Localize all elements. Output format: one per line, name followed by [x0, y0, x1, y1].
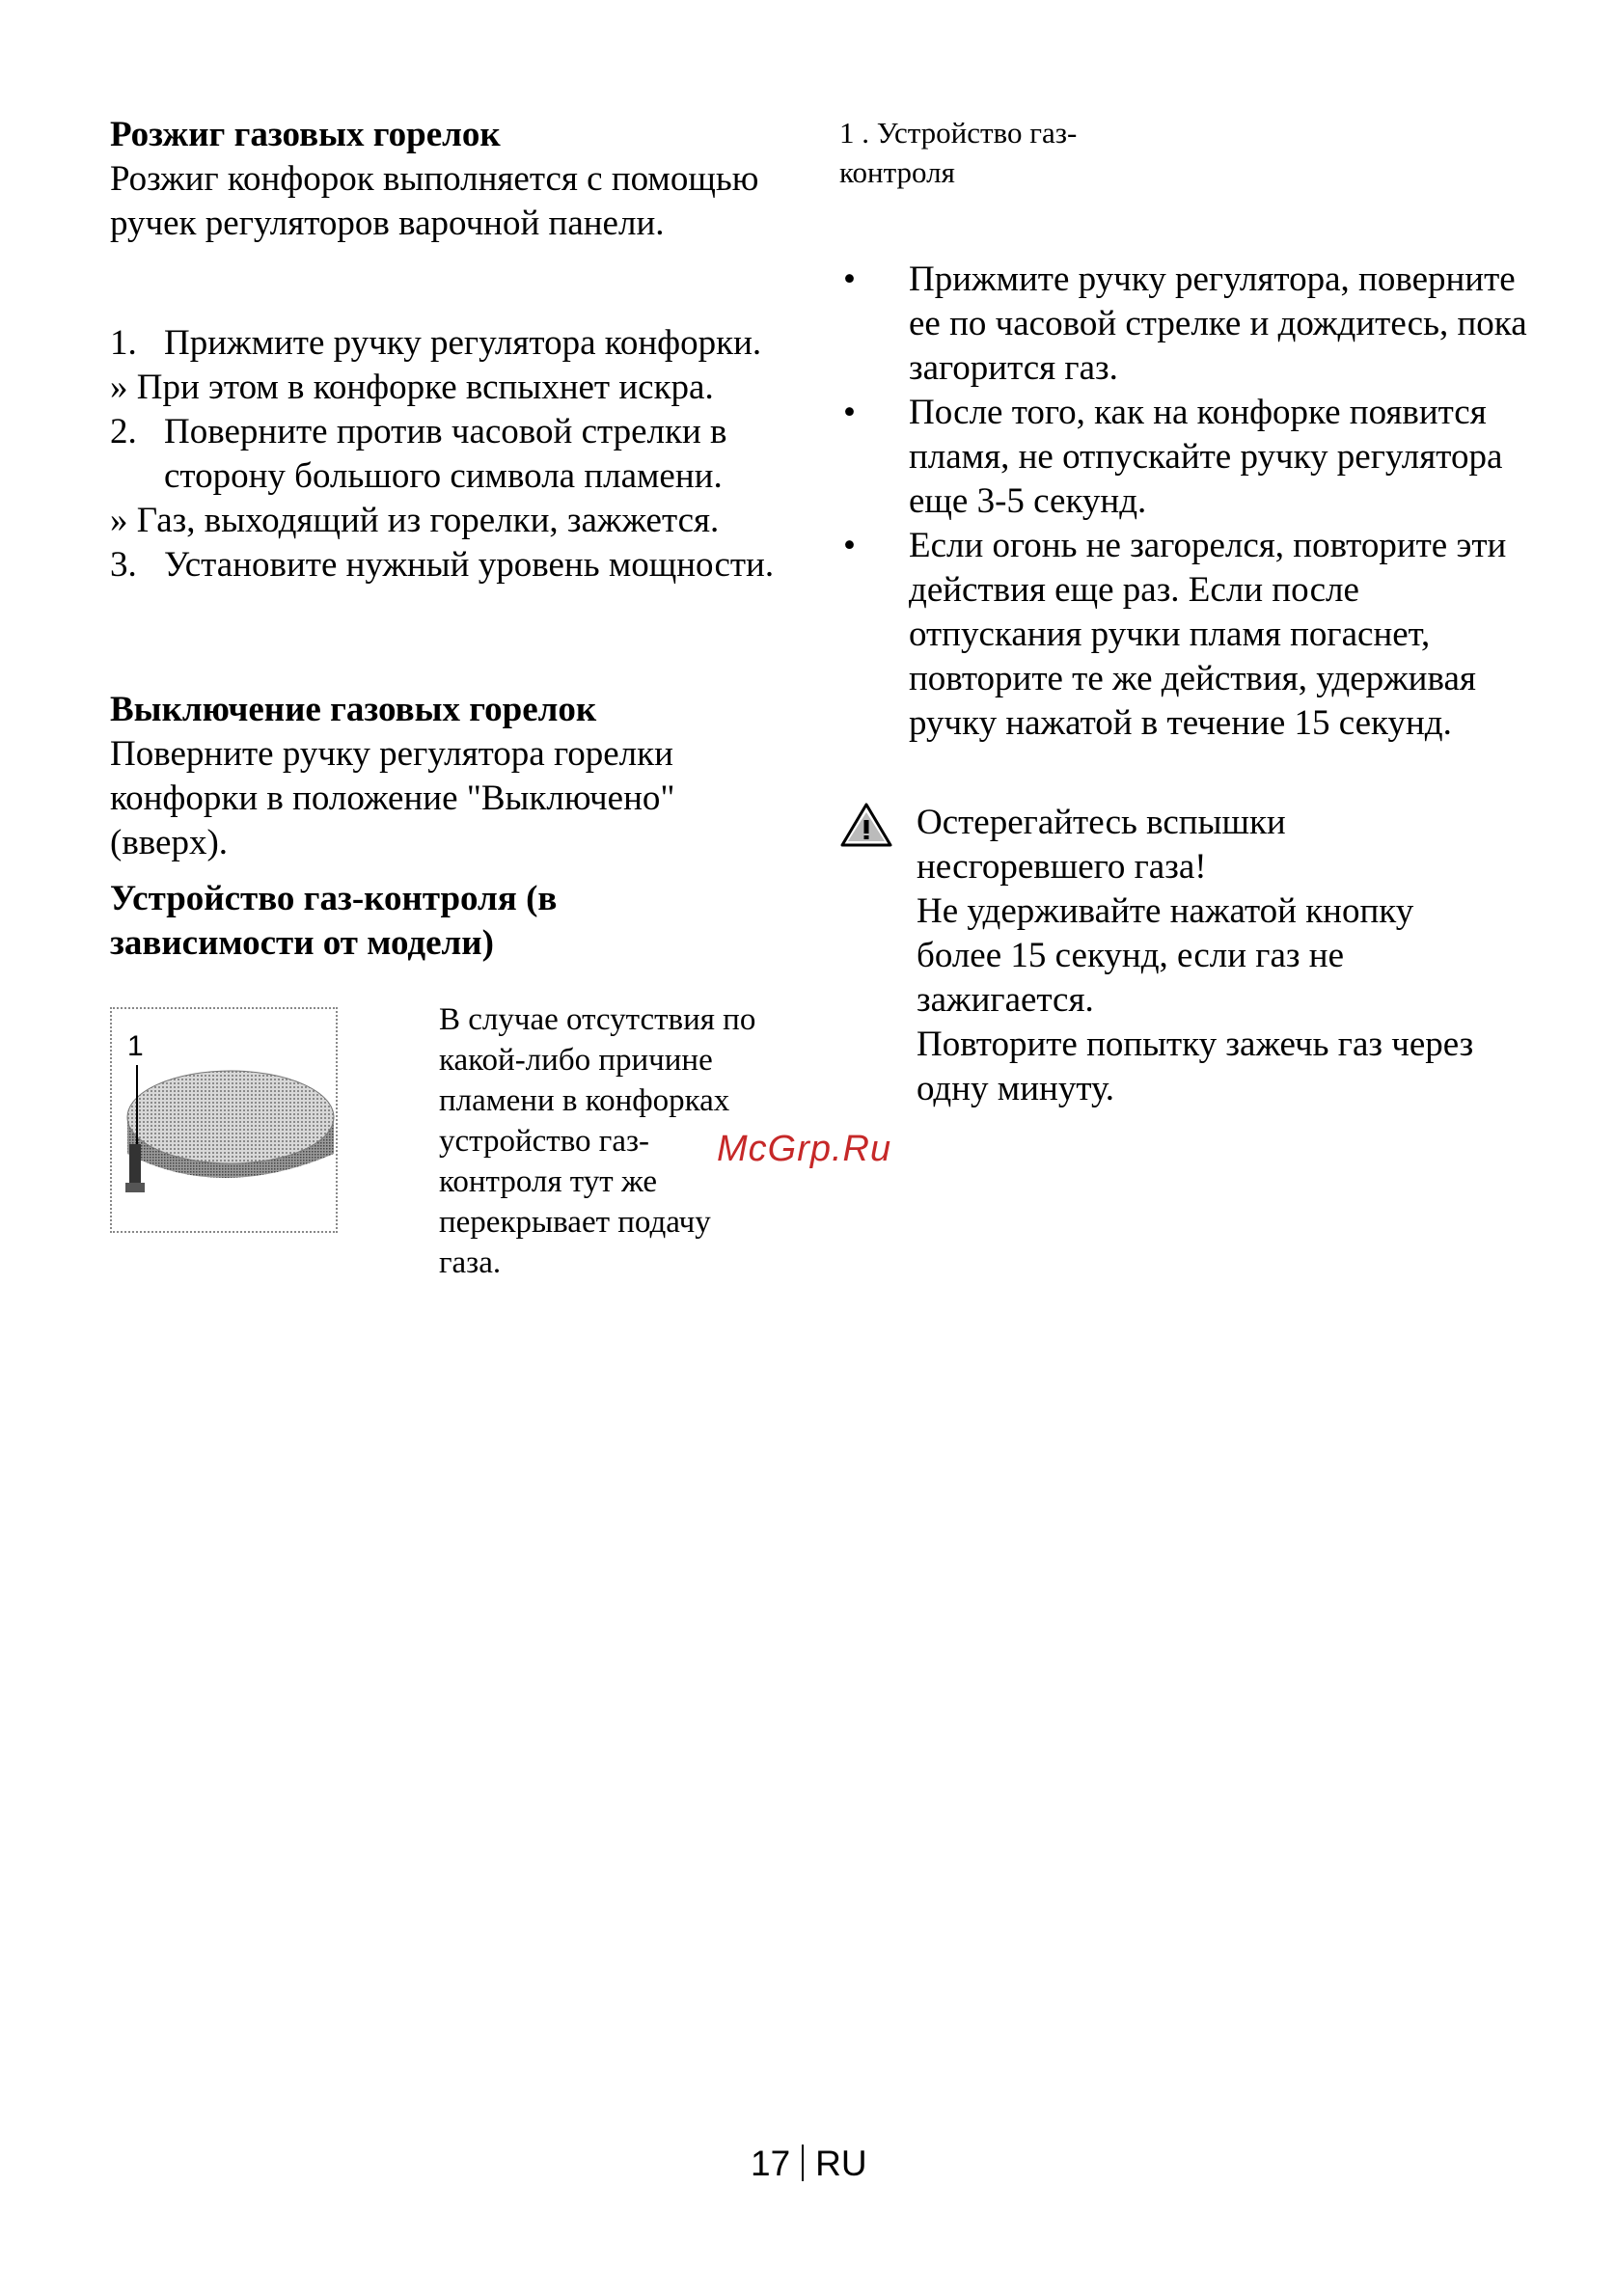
bullet-text: Прижмите ручку регулятора, поверните ее по часовой стрелке и дождитесь, пока загорится газ.	[909, 260, 1527, 388]
language-code: RU	[815, 2144, 867, 2183]
list-item	[839, 258, 1534, 391]
warning-text	[917, 801, 1534, 1111]
bullet: •	[843, 526, 856, 565]
list-item	[839, 524, 1534, 746]
warning-line: Остерегайтесь вспышки несгоревшего газа!	[917, 803, 1286, 887]
burner-figure	[110, 1007, 338, 1233]
ignition-intro: Розжиг конфорок выполняется с помощью ручек регуляторов варочной панели.	[110, 159, 759, 243]
step-number: 3.	[110, 545, 137, 585]
figure-label: 1	[127, 1030, 144, 1062]
step-item	[110, 410, 805, 499]
list-item	[839, 391, 1534, 524]
page-number: 17	[751, 2144, 791, 2183]
step-text: Поверните против часовой стрелки в сторону большого символа пламени.	[164, 412, 727, 496]
warning-icon	[839, 801, 893, 849]
step-result: » При этом в конфорке вспыхнет искра.	[110, 368, 714, 407]
step-text: Установите нужный уровень мощности.	[164, 545, 775, 585]
step-number: 2.	[110, 412, 137, 451]
page-footer	[751, 2144, 867, 2184]
bullet-text: Если огонь не загорелся, повторите эти действия еще раз. Если после отпускания ручки пламя погаснет, повторите те же действия, удерживая ручку нажатой в течение 15 секунд.	[909, 526, 1507, 743]
off-text: Поверните ручку регулятора горелки конфорки в положение "Выключено" (вверх).	[110, 734, 675, 862]
warning-line: Повторите попытку зажечь газ через одну минуту.	[917, 1025, 1474, 1108]
bullet: •	[843, 260, 856, 299]
footer-separator	[802, 2145, 804, 2181]
step-text: Прижмите ручку регулятора конфорки.	[164, 323, 762, 363]
burner-icon	[112, 1009, 336, 1231]
figure-caption: 1 . Устройство газ-контроля	[839, 116, 1078, 189]
step-item	[110, 543, 805, 588]
ignition-steps	[110, 321, 805, 588]
bullet: •	[843, 393, 856, 432]
step-result: » Газ, выходящий из горелки, зажжется.	[110, 501, 720, 540]
step-item	[110, 321, 805, 366]
watermark: McGrp.Ru	[717, 1129, 892, 1169]
step-number: 1.	[110, 323, 137, 363]
gas-control-heading: Устройство газ-контроля (в зависимости от модели)	[110, 879, 558, 963]
gas-control-text: В случае отсутствия по какой-либо причине пламени в конфорках устройство газ-контроля тут же перекрывает подачу газа.	[439, 1002, 756, 1280]
bullet-text: После того, как на конфорке появится пламя, не отпускайте ручку регулятора еще 3-5 секунд.	[909, 393, 1503, 521]
bullet-list	[839, 258, 1534, 746]
warning-line: Не удерживайте нажатой кнопку более 15 секунд, если газ не зажигается.	[917, 891, 1414, 1020]
off-heading: Выключение газовых горелок	[110, 690, 597, 729]
ignition-heading: Розжиг газовых горелок	[110, 115, 501, 154]
